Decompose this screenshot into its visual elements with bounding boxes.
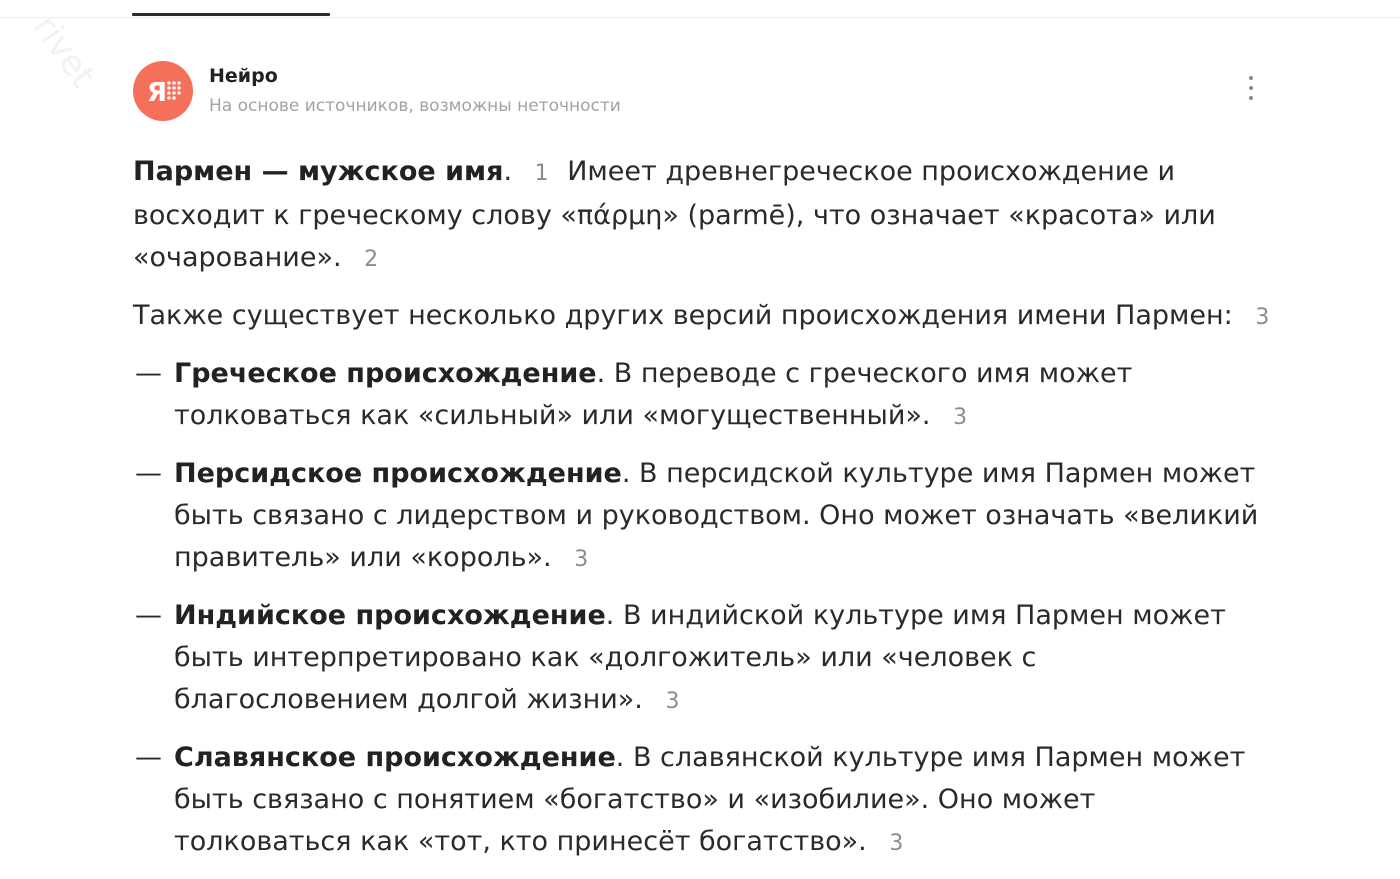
more-options-button[interactable] — [1241, 76, 1261, 108]
yandex-neuro-logo-icon — [133, 61, 193, 121]
list-dash: — — [135, 742, 162, 773]
list-dash: — — [135, 358, 162, 389]
top-divider — [0, 17, 1400, 18]
list-item-text: . В индийской культуре имя Пармен может быть интерпретировано как «долгожитель» или «человек с благословением долгой жизни». — [174, 600, 1226, 715]
citation-link[interactable]: 3 — [953, 405, 968, 430]
neuro-header — [133, 60, 1268, 124]
citation-link[interactable]: 3 — [665, 689, 680, 714]
answer-intro: Пармен — мужское имя. 1 Имеет древнегреческое происхождение и восходит к греческому слову «πάρμη» (parmē), что означает «красота» или «очарование». 2 — [133, 151, 1273, 281]
list-item — [133, 737, 1273, 865]
vertical-dots-icon — [1249, 76, 1253, 80]
list-item-text: . В персидской культуре имя Пармен может быть связано с лидерством и руководством. Оно может означать «великий правитель» или «король». — [174, 458, 1259, 573]
list-item-title: Славянское происхождение — [174, 742, 616, 773]
list-item-title: Персидское происхождение — [174, 458, 622, 489]
list-item-title: Греческое происхождение — [174, 358, 597, 389]
answer-intro-text: Имеет древнегреческое происхождение и восходит к греческому слову «πάρμη» (parmē), что означает «красота» или «очарование». — [133, 156, 1216, 273]
assistant-disclaimer: На основе источников, возможны неточности — [209, 96, 621, 116]
list-item — [133, 453, 1273, 581]
list-item — [133, 595, 1273, 723]
list-item — [133, 353, 1273, 439]
list-dash: — — [135, 600, 162, 631]
active-tab-indicator — [132, 13, 330, 16]
list-item-text: . В переводе с греческого имя может толковаться как «сильный» или «могущественный». — [174, 358, 1133, 431]
list-item-text: . В славянской культуре имя Пармен может быть связано с понятием «богатство» и «изобилие». Оно может толковаться как «тот, кто принесёт богатство». — [174, 742, 1246, 857]
citation-link[interactable]: 3 — [574, 547, 589, 572]
svg-text:Я: Я — [147, 78, 168, 108]
assistant-name: Нейро — [209, 65, 278, 87]
versions-intro: Также существует несколько других версий происхождения имени Пармен: 3 — [133, 295, 1273, 339]
watermark: rivet — [25, 8, 103, 95]
citation-link[interactable]: 3 — [1255, 305, 1270, 330]
answer-body — [133, 151, 1273, 879]
answer-lead: Пармен — мужское имя — [133, 156, 504, 187]
origin-list — [133, 353, 1273, 865]
citation-link[interactable]: 3 — [889, 831, 904, 856]
citation-link[interactable]: 2 — [364, 247, 379, 272]
citation-link[interactable]: 1 — [534, 161, 549, 186]
list-item-title: Индийское происхождение — [174, 600, 606, 631]
list-dash: — — [135, 458, 162, 489]
